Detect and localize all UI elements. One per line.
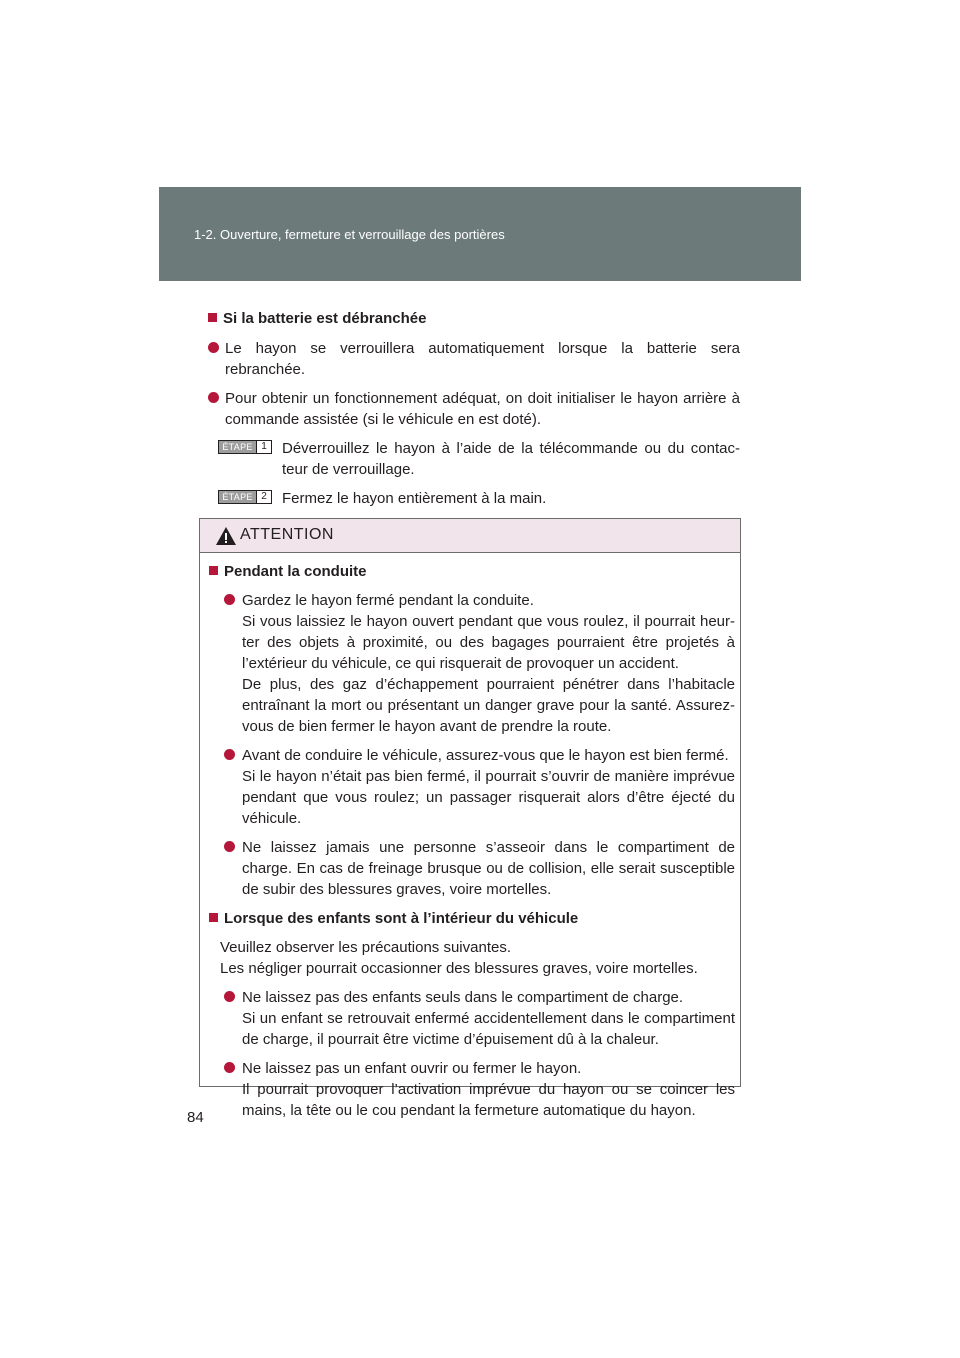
warning-title: ATTENTION (240, 526, 334, 543)
warning-header (200, 519, 740, 553)
warning-triangle-icon (215, 526, 237, 546)
round-bullet-icon (208, 392, 219, 403)
section-header (159, 187, 801, 281)
warning-box (199, 518, 741, 1119)
driving-heading: Pendant la conduite (209, 561, 735, 582)
battery-heading (208, 308, 740, 329)
round-bullet-icon (224, 1062, 235, 1073)
warning-body (209, 561, 735, 1121)
list-item: Ne laissez pas des enfants seuls dans le compartiment de charge. Si un enfant se retrouvait enfermé accidentellement dans le compartiment de charge, il pourrait être victime d’épuisement dû à la chaleur. (209, 987, 735, 1050)
round-bullet-icon (224, 841, 235, 852)
list-item: Pour obtenir un fonctionnement adéquat, on doit initialiser le hayon arrière à commande assistée (si le véhicule en est doté). (208, 388, 740, 430)
square-bullet-icon (209, 566, 218, 575)
list-item: Avant de conduire le véhicule, assurez-vous que le hayon est bien fermé. Si le hayon n’était pas bien fermé, il pourrait s’ouvrir de manière imprévue pendant que vous roulez; un passager risquerait alors d’être éjecté du véhicule. (209, 745, 735, 829)
step-item: ÉTAPE 1 Déverrouillez le hayon à l’aide de la télécommande ou du contac-teur de verrouillage. (208, 438, 740, 480)
round-bullet-icon (224, 594, 235, 605)
list-item: Ne laissez jamais une personne s’asseoir dans le compartiment de charge. En cas de freinage brusque ou de collision, elle serait susceptible de subir des blessures graves, voire mortelles. (209, 837, 735, 900)
page-number: 84 (187, 1109, 204, 1126)
round-bullet-icon (208, 342, 219, 353)
step-badge: ÉTAPE 2 (218, 490, 272, 504)
children-heading: Lorsque des enfants sont à l’intérieur du véhicule (209, 908, 735, 929)
round-bullet-icon (224, 749, 235, 760)
list-item: Gardez le hayon fermé pendant la conduite. Si vous laissiez le hayon ouvert pendant que vous roulez, il pourrait heur-ter des objets à proximité, ou des bagages pourraient être projetés à l’extérieur du véhicule, ce qui risquerait de provoquer un accident. De plus, des gaz d’échappement pourraient pénétrer dans l’habitacle entraînant la mort ou présentant un danger grave pour la santé. Assurez-vous de bien fermer le hayon avant de prendre la route. (209, 590, 735, 737)
battery-section (208, 308, 740, 509)
step-badge: ÉTAPE 1 (218, 440, 272, 454)
children-intro: Veuillez observer les précautions suivantes. Les négliger pourrait occasionner des blessures graves, voire mortelles. (220, 939, 698, 977)
battery-heading-text: Si la batterie est débranchée (223, 310, 427, 327)
square-bullet-icon (208, 313, 217, 322)
square-bullet-icon (209, 913, 218, 922)
list-item: Le hayon se verrouillera automatiquement lorsque la batterie sera rebranchée. (208, 338, 740, 380)
list-item: Ne laissez pas un enfant ouvrir ou fermer le hayon. Il pourrait provoquer l’activation imprévue du hayon ou se coincer les mains, la tête ou le cou pendant la fermeture automatique du hayon. (209, 1058, 735, 1121)
section-title: 1-2. Ouverture, fermeture et verrouillage des portières (194, 227, 505, 242)
round-bullet-icon (224, 991, 235, 1002)
step-item: ÉTAPE 2 Fermez le hayon entièrement à la main. (208, 488, 740, 509)
